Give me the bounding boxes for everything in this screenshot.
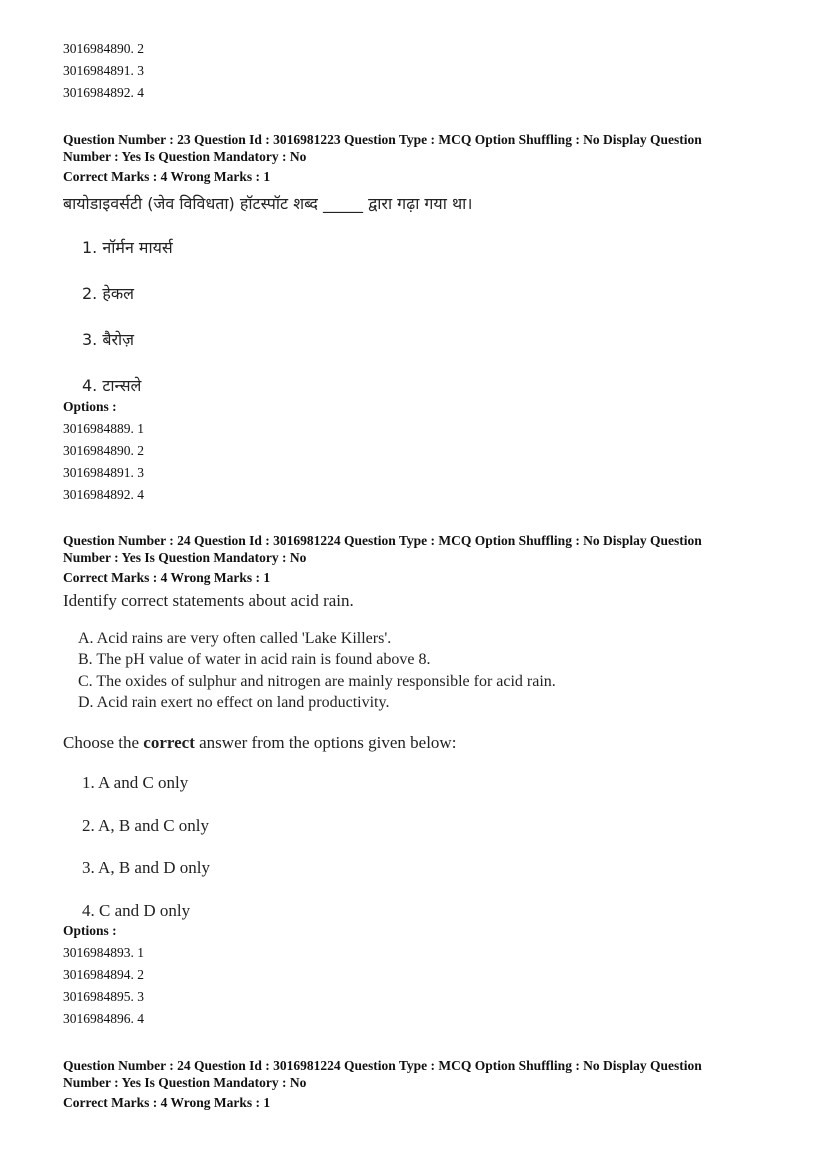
question-header-cont: Number : Yes Is Question Mandatory : No: [63, 1075, 307, 1090]
answer-choice: 2. A, B and C only: [82, 816, 210, 835]
answer-choice: 3. बैरोज़: [82, 330, 135, 349]
answer-choice: 1. A and C only: [82, 773, 189, 792]
option-line: 3016984894. 2: [63, 967, 144, 982]
question-marks: Correct Marks : 4 Wrong Marks : 1: [63, 169, 271, 184]
question-header-cont: Number : Yes Is Question Mandatory : No: [63, 550, 307, 565]
question-marks: Correct Marks : 4 Wrong Marks : 1: [63, 570, 271, 585]
answer-choice: 4. C and D only: [82, 901, 191, 920]
instruction-post: answer from the options given below:: [194, 733, 457, 752]
option-line: 3016984893. 1: [63, 945, 144, 960]
option-line: 3016984895. 3: [63, 989, 144, 1004]
statement: C. The oxides of sulphur and nitrogen are mainly responsible for acid rain.: [78, 673, 556, 690]
answer-choice: 3. A, B and D only: [82, 858, 210, 877]
question-text: बायोडाइवर्सटी (जेव विविधता) हॉटस्पॉट शब्द _____ द्वारा गढ़ा गया था।: [63, 194, 473, 213]
option-line: 3016984891. 3: [63, 465, 144, 480]
option-line: 3016984892. 4: [63, 85, 144, 100]
option-line: 3016984890. 2: [63, 443, 144, 458]
question-header: Question Number : 24 Question Id : 3016981224 Question Type : MCQ Option Shuffling : No Display Question: [63, 1058, 702, 1073]
options-label: Options :: [63, 923, 117, 938]
statement: B. The pH value of water in acid rain is found above 8.: [78, 651, 431, 668]
option-line: 3016984890. 2: [63, 41, 144, 56]
option-line: 3016984891. 3: [63, 63, 144, 78]
option-line: 3016984889. 1: [63, 421, 144, 436]
question-marks: Correct Marks : 4 Wrong Marks : 1: [63, 1095, 271, 1110]
instruction-pre: Choose the: [63, 733, 144, 752]
answer-choice: 1. नॉर्मन मायर्स: [82, 238, 173, 257]
answer-choice: 2. हेकल: [82, 284, 134, 303]
options-label: Options :: [63, 399, 117, 414]
statement: A. Acid rains are very often called 'Lake Killers'.: [78, 630, 392, 647]
question-header-cont: Number : Yes Is Question Mandatory : No: [63, 149, 307, 164]
instruction-bold: correct: [143, 733, 195, 752]
statement: D. Acid rain exert no effect on land productivity.: [78, 694, 390, 711]
option-line: 3016984896. 4: [63, 1011, 144, 1026]
question-text: Identify correct statements about acid rain.: [63, 591, 354, 610]
question-header: Question Number : 23 Question Id : 3016981223 Question Type : MCQ Option Shuffling : No Display Question: [63, 132, 702, 147]
question-header: Question Number : 24 Question Id : 3016981224 Question Type : MCQ Option Shuffling : No Display Question: [63, 533, 702, 548]
answer-choice: 4. टान्सले: [82, 376, 142, 395]
instruction-text: [63, 732, 456, 754]
option-line: 3016984892. 4: [63, 487, 144, 502]
